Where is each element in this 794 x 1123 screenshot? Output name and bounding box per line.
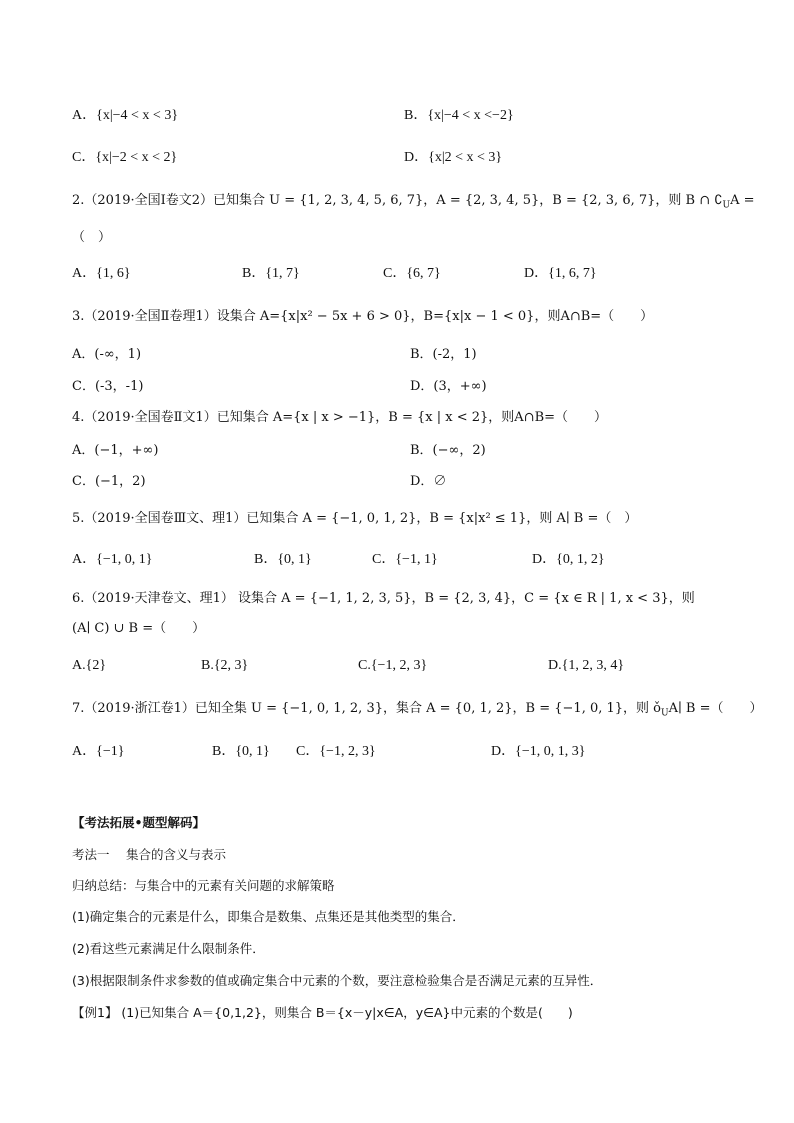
q2-option-c: C．{6, 7} bbox=[383, 266, 441, 281]
strategy-point-3: (3)根据限制条件求参数的值或确定集合中元素的个数，要注意检验集合是否满足元素的互异性． bbox=[72, 973, 603, 988]
q7-option-a: A．{−1} bbox=[72, 744, 125, 759]
example-1: 【例1】 (1)已知集合 A＝{0,1,2}，则集合 B＝{x－y|x∈A，y∈A}中元素的个数是( ) bbox=[72, 1005, 573, 1020]
strategy-point-2: (2)看这些元素满足什么限制条件． bbox=[72, 941, 265, 956]
q6-option-b: B.{2, 3} bbox=[201, 658, 249, 673]
q3-option-d: D．(3，+∞) bbox=[410, 379, 487, 394]
q2-stem-tail: A = bbox=[730, 193, 755, 208]
q4-option-c: C．(−1，2) bbox=[72, 474, 146, 489]
q7-option-d: D．{−1, 0, 1, 3} bbox=[491, 744, 586, 759]
q6-option-c: C.{−1, 2, 3} bbox=[358, 658, 428, 673]
q7-option-c: C．{−1, 2, 3} bbox=[296, 744, 376, 759]
q7-stem-subscript: U bbox=[661, 708, 669, 719]
q3-option-c: C．(-3，-1) bbox=[72, 379, 144, 394]
q5-option-b: B．{0, 1} bbox=[254, 552, 312, 567]
q5-option-c: C．{−1, 1} bbox=[372, 552, 438, 567]
q1-option-b: B．{x|−4 < x <−2} bbox=[404, 108, 514, 123]
q7-option-b: B．{0, 1} bbox=[212, 744, 270, 759]
q2-stem-subscript: U bbox=[722, 200, 731, 211]
q4-stem: 4.（2019·全国卷Ⅱ文1）已知集合 A={x | x > −1}，B = {x | x < 2}，则A∩B=（ ） bbox=[72, 410, 608, 425]
q3-stem: 3.（2019·全国Ⅱ卷理1）设集合 A={x|x² − 5x + 6 > 0}，B={x|x − 1 < 0}，则A∩B=（ ） bbox=[72, 309, 654, 324]
q7-stem-text: 7.（2019·浙江卷1）已知全集 U = {−1, 0, 1, 2, 3}，集合 A = {0, 1, 2}，B = {−1, 0, 1}，则 ǒ bbox=[72, 701, 661, 716]
q5-stem: 5.（2019·全国卷Ⅲ文、理1）已知集合 A = {−1, 0, 1, 2}，B = {x|x² ≤ 1}，则 A∣ B =（ ） bbox=[72, 511, 638, 526]
q2-option-b: B．{1, 7} bbox=[242, 266, 300, 281]
q2-stem-text: 2.（2019·全国Ⅰ卷文2）已知集合 U = {1, 2, 3, 4, 5, 6, 7}，A = {2, 3, 4, 5}，B = {2, 3, 6, 7}，则 B ∩ ∁ bbox=[72, 193, 723, 208]
q4-option-d: D．∅ bbox=[410, 474, 447, 489]
q5-option-a: A．{−1, 0, 1} bbox=[72, 552, 153, 567]
q2-option-a: A．{1, 6} bbox=[72, 266, 131, 281]
q6-option-a: A.{2} bbox=[72, 658, 107, 673]
q3-option-b: B．(-2，1) bbox=[410, 347, 477, 362]
section-title: 【考法拓展•题型解码】 bbox=[72, 815, 205, 830]
section-heading: 考法一 集合的含义与表示 bbox=[72, 847, 226, 862]
q4-option-a: A．(−1，+∞) bbox=[72, 443, 159, 458]
q4-option-b: B．(−∞，2) bbox=[410, 443, 486, 458]
q7-stem-tail: A∣ B =（ ） bbox=[668, 701, 763, 716]
q6-stem-line2: (A∣ C) ∪ B =（ ） bbox=[72, 621, 206, 636]
q5-option-d: D．{0, 1, 2} bbox=[532, 552, 605, 567]
q2-answer-paren: （ ） bbox=[72, 230, 112, 245]
q3-option-a: A．(-∞，1) bbox=[72, 347, 142, 362]
q6-stem: 6.（2019·天津卷文、理1） 设集合 A = {−1, 1, 2, 3, 5}，B = {2, 3, 4}，C = {x ∈ R | 1, x < 3}，则 bbox=[72, 591, 695, 606]
q2-option-d: D．{1, 6, 7} bbox=[524, 266, 597, 281]
q1-option-c: C．{x|−2 < x < 2} bbox=[72, 150, 178, 165]
q2-stem bbox=[72, 191, 755, 216]
q1-option-a: A．{x|−4 < x < 3} bbox=[72, 108, 179, 123]
q1-option-d: D．{x|2 < x < 3} bbox=[404, 150, 503, 165]
q7-stem bbox=[72, 699, 762, 724]
section-summary: 归纳总结：与集合中的元素有关问题的求解策略 bbox=[72, 878, 335, 893]
strategy-point-1: (1)确定集合的元素是什么，即集合是数集、点集还是其他类型的集合． bbox=[72, 909, 465, 924]
q6-option-d: D.{1, 2, 3, 4} bbox=[548, 658, 625, 673]
